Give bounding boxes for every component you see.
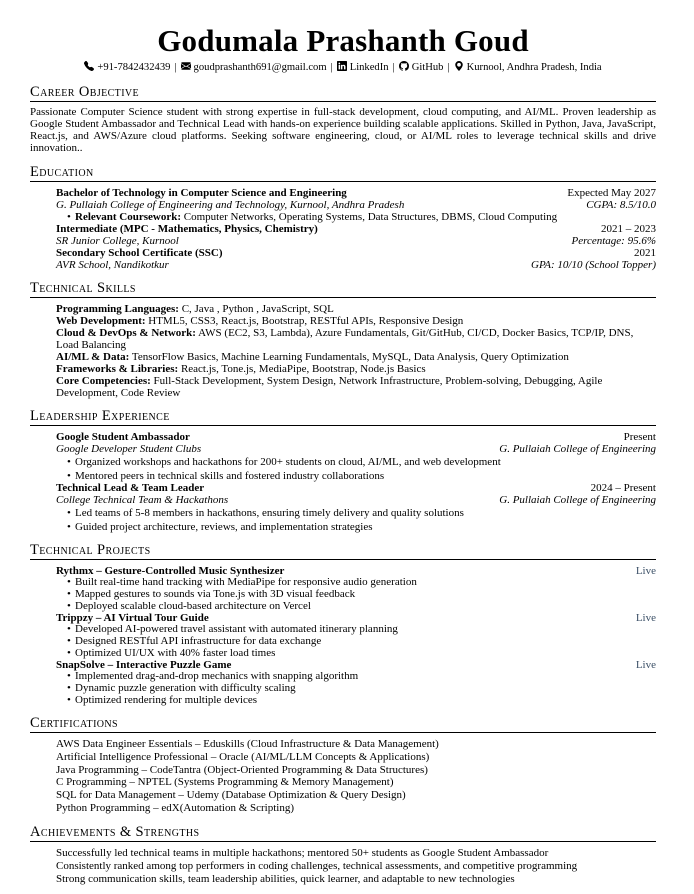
github-link[interactable]: [399, 61, 444, 75]
email-icon: [181, 61, 191, 75]
achievements-list: [56, 847, 656, 886]
project-entry: [56, 659, 656, 706]
school-name: AVR School, Nandikotkur: [56, 258, 169, 271]
project-bullet: • Developed AI-powered travel assistant with automated itinerary planning: [56, 624, 656, 635]
section-projects: [30, 543, 656, 706]
coursework-text: Computer Networks, Operating Systems, Data Structures, DBMS, Cloud Computing: [183, 210, 558, 223]
section-rule: [30, 297, 656, 298]
section-rule: [30, 841, 656, 842]
section-title-education: Education: [30, 163, 94, 180]
project-bullet: • Optimized rendering for multiple devices: [56, 695, 656, 706]
location-icon: [454, 61, 464, 75]
skill-text: Full-Stack Development, System Design, Network Infrastructure, Problem-solving, Debugging, Agile Development, Code Review: [56, 374, 603, 399]
project-bullet: • Implemented drag-and-drop mechanics with snapping algorithm: [56, 671, 656, 682]
project-bullet: • Dynamic puzzle generation with difficulty scaling: [56, 683, 656, 694]
github-icon: [399, 61, 409, 75]
leadership-role: [56, 482, 656, 533]
location-item: [454, 61, 602, 75]
linkedin-label: LinkedIn: [349, 62, 389, 73]
skill-row: [56, 327, 656, 351]
section-title-leadership: Leadership Experience: [30, 407, 170, 424]
role-bullet: • Mentored peers in technical skills and fostered industry collaborations: [56, 470, 656, 482]
section-rule: [30, 559, 656, 560]
achievement-item: Successfully led technical teams in multiple hackathons; mentored 50+ students as Google Student Ambassador: [56, 846, 549, 859]
coursework-bullet: [56, 211, 656, 223]
coursework-label: Relevant Coursework:: [75, 210, 182, 223]
degree-date: Expected May 2027: [567, 186, 656, 199]
degree-title: Secondary School Certificate (SSC): [56, 246, 223, 259]
leadership-role: [56, 431, 656, 482]
skill-row: [56, 351, 656, 363]
contact-separator: |: [392, 62, 395, 73]
section-rule: [30, 732, 656, 733]
degree-date: 2021 – 2023: [601, 222, 656, 235]
project-live-link[interactable]: Live: [635, 564, 656, 577]
education-list: [56, 187, 656, 271]
role-date: 2024 – Present: [590, 481, 656, 494]
email-link[interactable]: [181, 61, 327, 75]
contact-separator: |: [174, 62, 177, 73]
certifications-list: [56, 738, 656, 815]
leadership-list: [56, 431, 656, 533]
education-entry: [56, 247, 656, 271]
section-education: [30, 165, 656, 271]
phone-link[interactable]: [84, 61, 170, 75]
project-bullet: • Mapped gestures to sounds via Tone.js with 3D visual feedback: [56, 589, 656, 600]
section-title-technical-skills: Technical Skills: [30, 279, 136, 296]
project-bullet: • Built real-time hand tracking with MediaPipe for responsive audio generation: [56, 577, 656, 588]
certification-item: Java Programming – CodeTantra (Object-Oriented Programming & Data Structures): [56, 763, 428, 776]
section-title-career-objective: Career Objective: [30, 84, 140, 100]
school-detail: GPA: 10/10 (School Topper): [531, 258, 656, 271]
phone-icon: [84, 61, 94, 75]
project-name: Trippzy – AI Virtual Tour Guide: [56, 611, 209, 624]
skills-list: [56, 303, 656, 399]
project-bullet: • Deployed scalable cloud-based architecture on Vercel: [56, 601, 656, 612]
role-bullet: • Organized workshops and hackathons for 200+ students on cloud, AI/ML, and web development: [56, 456, 656, 468]
career-objective-text: Passionate Computer Science student with strong expertise in full-stack development, cloud computing, and AI/ML. Proven leadership as Google Student Ambassador and Technical Lead with hands-on experience building scalable applications. Skilled in Python, Java, JavaScript, React.js, and AWS/Azure cloud platforms. Seeking software engineering, cloud, or AI/ML roles to leverage technical skills and drive innovation..: [30, 106, 656, 154]
skill-label: Frameworks & Libraries:: [56, 362, 179, 375]
achievement-item: Strong communication skills, team leadership abilities, quick learner, and adaptable to new technologies: [56, 872, 515, 885]
project-entry: [56, 612, 656, 659]
role-location: G. Pullaiah College of Engineering: [499, 493, 656, 506]
degree-date: 2021: [634, 246, 656, 259]
section-title-certifications: Certifications: [30, 714, 119, 731]
section-technical-skills: [30, 281, 656, 399]
project-bullet: • Optimized UI/UX with 40% faster load times: [56, 648, 656, 659]
email-address: goudprashanth691@gmail.com: [193, 62, 327, 73]
role-bullet: • Guided project architecture, reviews, and implementation strategies: [56, 521, 656, 533]
role-location: G. Pullaiah College of Engineering: [499, 442, 656, 455]
contact-separator: |: [447, 62, 450, 73]
skill-text: HTML5, CSS3, React.js, Bootstrap, RESTful APIs, Responsive Design: [148, 314, 464, 327]
role-date: Present: [623, 430, 656, 443]
role-title: Technical Lead & Team Leader: [56, 481, 205, 494]
skill-text: React.js, Tone.js, MediaPipe, Bootstrap, Node.js Basics: [180, 362, 426, 375]
section-rule: [30, 101, 656, 102]
section-certifications: [30, 716, 656, 815]
location-text: Kurnool, Andhra Pradesh, India: [466, 62, 602, 73]
skill-text: TensorFlow Basics, Machine Learning Fundamentals, MySQL, Data Analysis, Query Optimization: [131, 350, 569, 363]
education-entry: [56, 187, 656, 223]
skill-text: C, Java , Python , JavaScript, SQL: [181, 302, 334, 315]
role-org-name: Google Developer Student Clubs: [56, 442, 202, 455]
certification-item: SQL for Data Management – Udemy (Database Optimization & Query Design): [56, 789, 406, 802]
section-career-objective: [30, 85, 656, 155]
school-detail: Percentage: 95.6%: [571, 234, 656, 247]
certification-item: C Programming – NPTEL (Systems Programming & Memory Management): [56, 776, 394, 789]
section-title-projects: Technical Projects: [30, 541, 151, 558]
project-entry: [56, 565, 656, 612]
linkedin-icon: [337, 61, 347, 75]
degree-title: Intermediate (MPC - Mathematics, Physics, Chemistry): [56, 222, 318, 235]
skill-row: [56, 303, 656, 315]
skill-label: Web Development:: [56, 314, 146, 327]
section-title-achievements: Achievements & Strengths: [30, 823, 200, 840]
skill-text: AWS (EC2, S3, Lambda), Azure Fundamentals, Git/GitHub, CI/CD, Docker Basics, TCP/IP, DNS, Load Balancing: [56, 326, 634, 351]
project-live-link[interactable]: Live: [635, 611, 656, 624]
section-rule: [30, 181, 656, 182]
projects-list: [56, 565, 656, 706]
contact-separator: |: [330, 62, 333, 73]
education-entry: [56, 223, 656, 247]
school-name: SR Junior College, Kurnool: [56, 234, 179, 247]
project-name: Rythmx – Gesture-Controlled Music Synthesizer: [56, 564, 285, 577]
section-achievements: [30, 825, 656, 886]
skill-row: [56, 315, 656, 327]
certification-item: Python Programming – edX(Automation & Scripting): [56, 801, 295, 814]
achievement-item: Consistently ranked among top performers in coding challenges, technical assessments, and competitive programming: [56, 859, 578, 872]
school-detail: CGPA: 8.5/10.0: [586, 198, 656, 211]
skill-label: Cloud & DevOps & Network:: [56, 326, 196, 339]
linkedin-link[interactable]: [337, 61, 389, 75]
github-label: GitHub: [411, 62, 444, 73]
degree-title: Bachelor of Technology in Computer Science and Engineering: [56, 186, 347, 199]
project-name: SnapSolve – Interactive Puzzle Game: [56, 658, 232, 671]
role-bullet: • Led teams of 5-8 members in hackathons, ensuring timely delivery and quality solutions: [56, 507, 656, 519]
school-name: G. Pullaiah College of Engineering and Technology, Kurnool, Andhra Pradesh: [56, 198, 405, 211]
skill-label: AI/ML & Data:: [56, 350, 130, 363]
skill-label: Programming Languages:: [56, 302, 179, 315]
project-bullet: • Designed RESTful API infrastructure for data exchange: [56, 636, 656, 647]
skill-label: Core Competencies:: [56, 374, 151, 387]
phone-number: +91-7842432439: [97, 62, 171, 73]
project-live-link[interactable]: Live: [635, 658, 656, 671]
certification-item: Artificial Intelligence Professional – Oracle (AI/ML/LLM Concepts & Applications): [56, 750, 430, 763]
section-leadership: [30, 409, 656, 533]
certification-item: AWS Data Engineer Essentials – Eduskills (Cloud Infrastructure & Data Management): [56, 737, 439, 750]
skill-row: [56, 363, 656, 375]
contact-line: [30, 61, 656, 75]
role-title: Google Student Ambassador: [56, 430, 190, 443]
candidate-name: Godumala Prashanth Goud: [157, 23, 529, 58]
role-org-name: College Technical Team & Hackathons: [56, 493, 229, 506]
section-rule: [30, 425, 656, 426]
skill-row: [56, 375, 656, 399]
